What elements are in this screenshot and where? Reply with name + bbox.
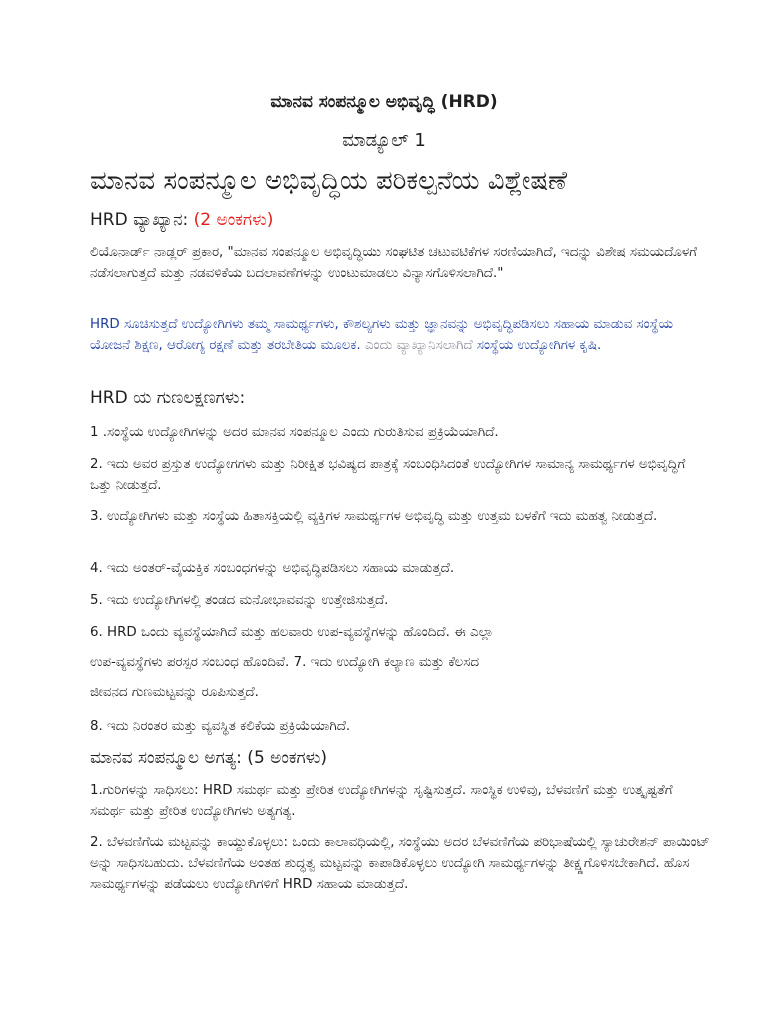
characteristic-item-6-continued: ಉಪ-ವ್ಯವಸ್ಥೆಗಳು ಪರಸ್ಪರ ಸಂಬಂಧ ಹೊಂದಿವೆ. 7. ಇದು ಉದ್ಯೋಗಿ ಕಲ್ಯಾಣ ಮತ್ತು ಕೆಲಸದ (90, 655, 479, 670)
characteristic-item-3: 3. ಉದ್ಯೋಗಿಗಳು ಮತ್ತು ಸಂಸ್ಥೆಯ ಹಿತಾಸಕ್ತಿಯಲ್ಲಿ ವ್ಯಕ್ತಿಗಳ ಸಾಮರ್ಥ್ಯಗಳ ಅಭಿವೃದ್ಧಿ ಮತ್ತು ಉತ್ತಮ ಬಳಕೆಗೆ ಇದು ಮಹತ್ವ ನೀಡುತ್ತದೆ. (90, 509, 658, 524)
characteristic-item-4: 4. ಇದು ಅಂತರ್-ವೈಯಕ್ತಿಕ ಸಂಬಂಧಗಳನ್ನು ಅಭಿವೃದ್ಧಿಪಡಿಸಲು ಸಹಾಯ ಮಾಡುತ್ತದೆ. (90, 561, 455, 576)
definition-paragraph-1: ಲಿಯೊನಾರ್ಡ್ ನಾಡ್ಲರ್ ಪ್ರಕಾರ, "ಮಾನವ ಸಂಪನ್ಮೂಲ ಅಭಿವೃದ್ಧಿಯು ಸಂಘಟಿತ ಚಟುವಟಿಕೆಗಳ ಸರಣಿಯಾಗಿದೆ, ಇದನ್ನು ವಿಶೇಷ ಸಮಯದೊಳಗೆ ನಡೆಸಲಾಗುತ್ತದೆ ಮತ್ತು ನಡವಳಿಕೆಯ ಬದಲಾವಣೆಗಳನ್ನು ಉಂಟುಮಾಡಲು ವಿನ್ಯಾಸಗೊಳಿಸಲಾಗಿದೆ." (90, 245, 697, 281)
characteristic-item-1: 1 .ಸಂಸ್ಥೆಯ ಉದ್ಯೋಗಿಗಳನ್ನು ಅದರ ಮಾನವ ಸಂಪನ್ಮೂಲ ಎಂದು ಗುರುತಿಸುವ ಪ್ರಕ್ರಿಯೆಯಾಗಿದೆ. (90, 425, 499, 440)
need-item-1: 1.ಗುರಿಗಳನ್ನು ಸಾಧಿಸಲು: HRD ಸಮರ್ಥ ಮತ್ತು ಪ್ರೇರಿತ ಉದ್ಯೋಗಿಗಳನ್ನು ಸೃಷ್ಟಿಸುತ್ತದೆ. ಸಾಂಸ್ಥಿಕ ಉಳಿವು, ಬೆಳವಣಿಗೆ ಮತ್ತು ಉತ್ಕೃಷ್ಟತೆಗೆ ಸಮರ್ಥ ಮತ್ತು ಪ್ರೇರಿತ ಉದ್ಯೋಗಿಗಳು ಅತ್ಯಗತ್ಯ. (90, 783, 673, 819)
characteristic-item-6: 6. HRD ಒಂದು ವ್ಯವಸ್ಥೆಯಾಗಿದೆ ಮತ್ತು ಹಲವಾರು ಉಪ-ವ್ಯವಸ್ಥೆಗಳನ್ನು ಹೊಂದಿದೆ. ಈ ಎಲ್ಲಾ (90, 625, 494, 640)
definition-heading (90, 210, 273, 230)
document-title: ಮಾನವ ಸಂಪನ್ಮೂಲ ಅಭಿವೃದ್ಧಿ (HRD) (270, 92, 498, 112)
need-item-2: 2. ಬೆಳವಣಿಗೆಯ ಮಟ್ಟವನ್ನು ಕಾಯ್ದುಕೊಳ್ಳಲು: ಒಂದು ಕಾಲಾವಧಿಯಲ್ಲಿ, ಸಂಸ್ಥೆಯು ಅದರ ಬೆಳವಣಿಗೆಯ ಪರಿಭಾಷೆಯಲ್ಲಿ ಸ್ಯಾಚುರೇಶನ್ ಪಾಯಿಂಟ್ ಅನ್ನು ಸಾಧಿಸಬಹುದು. ಬೆಳವಣಿಗೆಯ ಅಂತಹ ಶುದ್ಧತ್ವ ಮಟ್ಟವನ್ನು ಕಾಪಾಡಿಕೊಳ್ಳಲು ಉದ್ಯೋಗಿ ಸಾಮರ್ಥ್ಯಗಳನ್ನು ತೀಕ್ಷ್ಣಗೊಳಿಸಬೇಕಾಗಿದೆ. ಹೊಸ ಸಾಮರ್ಥ್ಯಗಳನ್ನು ಪಡೆಯಲು ಉದ್ಯೋಗಿಗಳಿಗೆ HRD ಸಹಾಯ ಮಾಡುತ್ತದೆ. (90, 835, 710, 892)
characteristic-item-7-continued: ಜೀವನದ ಗುಣಮಟ್ಟವನ್ನು ರೂಪಿಸುತ್ತದೆ. (90, 685, 259, 700)
characteristic-item-5: 5. ಇದು ಉದ್ಯೋಗಿಗಳಲ್ಲಿ ತಂಡದ ಮನೋಭಾವವನ್ನು ಉತ್ತೇಜಿಸುತ್ತದೆ. (90, 593, 389, 608)
definition-paragraph-2 (90, 314, 710, 356)
need-heading: ಮಾನವ ಸಂಪನ್ಮೂಲ ಅಗತ್ಯ: (5 ಅಂಕಗಳು) (90, 748, 328, 768)
definition-paragraph-2-connector: ಎಂದು ವ್ಯಾಖ್ಯಾನಿಸಲಾಗಿದೆ (360, 338, 477, 353)
characteristic-item-2: 2. ಇದು ಅವರ ಪ್ರಸ್ತುತ ಉದ್ಯೋಗಗಳು ಮತ್ತು ನಿರೀಕ್ಷಿತ ಭವಿಷ್ಯದ ಪಾತ್ರಕ್ಕೆ ಸಂಬಂಧಿಸಿದಂತೆ ಉದ್ಯೋಗಿಗಳ ಸಾಮಾನ್ಯ ಸಾಮರ್ಥ್ಯಗಳ ಅಭಿವೃದ್ಧಿಗೆ ಒತ್ತು ನೀಡುತ್ತದೆ. (90, 457, 686, 493)
definition-paragraph-2-end: ಸಂಸ್ಥೆಯ ಉದ್ಯೋಗಿಗಳ ಕೃಷಿ. (476, 338, 602, 353)
module-label: ಮಾಡ್ಯೂಲ್ 1 (342, 130, 426, 151)
definition-paragraph-2-main: HRD ಸೂಚಿಸುತ್ತದೆ ಉದ್ಯೋಗಿಗಳು ತಮ್ಮ ಸಾಮರ್ಥ್ಯಗಳು, ಕೌಶಲ್ಯಗಳು ಮತ್ತು ಜ್ಞಾನವನ್ನು ಅಭಿವೃದ್ಧಿಪಡಿಸಲು ಸಹಾಯ ಮಾಡುವ ಸಂಸ್ಥೆಯ ಯೋಜನೆ ಶಿಕ್ಷಣ, ಆರೋಗ್ಯ ರಕ್ಷಣೆ ಮತ್ತು ತರಬೇತಿಯ ಮೂಲಕ. (90, 317, 673, 353)
characteristic-item-8: 8. ಇದು ನಿರಂತರ ಮತ್ತು ವ್ಯವಸ್ಥಿತ ಕಲಿಕೆಯ ಪ್ರಕ್ರಿಯೆಯಾಗಿದೆ. (90, 719, 351, 734)
definition-marks: (2 ಅಂಕಗಳು) (193, 210, 274, 230)
characteristics-heading: HRD ಯ ಗುಣಲಕ್ಷಣಗಳು: (90, 388, 246, 408)
chapter-title: ಮಾನವ ಸಂಪನ್ಮೂಲ ಅಭಿವೃದ್ಧಿಯ ಪರಿಕಲ್ಪನೆಯ ವಿಶ್ಲೇಷಣೆ (90, 166, 567, 196)
definition-heading-text: HRD ವ್ಯಾಖ್ಯಾನ: (90, 210, 189, 230)
